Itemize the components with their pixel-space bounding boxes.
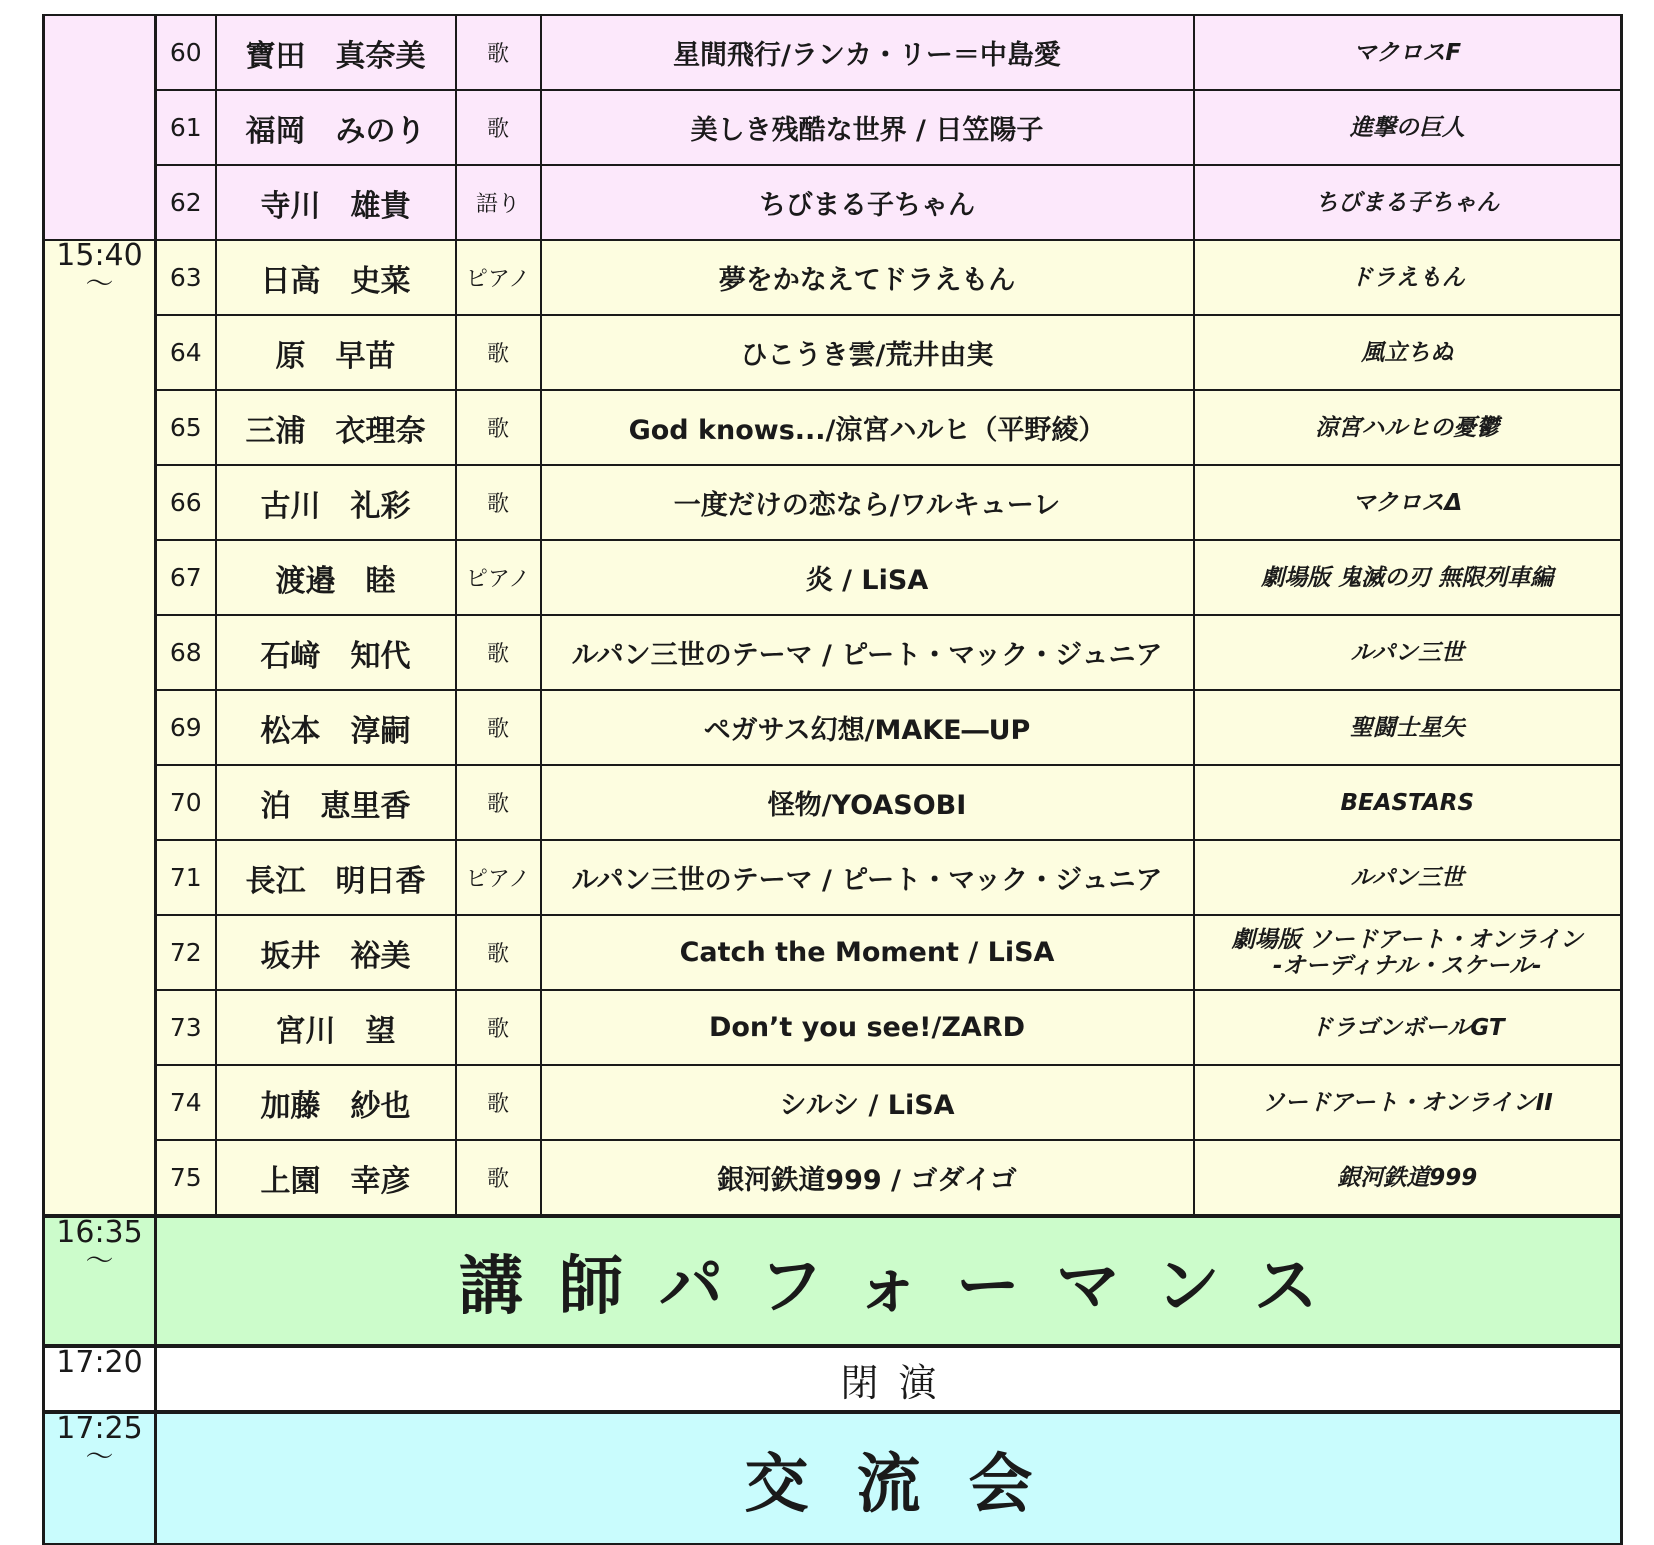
performance-type: 歌 xyxy=(456,1140,541,1216)
source-work xyxy=(1194,240,1622,315)
time-slot xyxy=(44,1346,156,1412)
source-work-line: -オーディナル・スケール- xyxy=(1272,952,1542,979)
source-work xyxy=(1194,840,1622,915)
song-title: 一度だけの恋なら/ワルキューレ xyxy=(541,465,1194,540)
performer-name: 石﨑 知代 xyxy=(216,615,456,690)
song-title: ルパン三世のテーマ / ピート・マック・ジュニア xyxy=(541,615,1194,690)
performance-row xyxy=(44,840,1622,915)
closing-cell xyxy=(156,1346,1622,1412)
performance-type: 歌 xyxy=(456,690,541,765)
performance-number: 61 xyxy=(156,90,216,165)
performance-row xyxy=(44,615,1622,690)
source-work-line: 銀河鉄道999 xyxy=(1337,1164,1478,1191)
source-work-line: 風立ちぬ xyxy=(1361,339,1454,366)
source-work xyxy=(1194,165,1622,240)
performer-name: 福岡 みのり xyxy=(216,90,456,165)
source-work-line: 涼宮ハルヒの憂鬱 xyxy=(1315,414,1500,441)
source-work xyxy=(1194,765,1622,840)
performance-number: 65 xyxy=(156,390,216,465)
time-slot xyxy=(44,1216,156,1346)
performer-name: 長江 明日香 xyxy=(216,840,456,915)
performance-type: ピアノ xyxy=(456,840,541,915)
social-gathering-row xyxy=(44,1412,1622,1544)
source-work xyxy=(1194,615,1622,690)
performance-row xyxy=(44,240,1622,315)
song-title: 星間飛行/ランカ・リー＝中島愛 xyxy=(541,15,1194,90)
time-tilde: ～ xyxy=(85,1244,114,1277)
song-title: 夢をかなえてドラえもん xyxy=(541,240,1194,315)
performance-row xyxy=(44,315,1622,390)
performance-type: 歌 xyxy=(456,465,541,540)
performance-type: 歌 xyxy=(456,390,541,465)
song-title: 銀河鉄道999 / ゴダイゴ xyxy=(541,1140,1194,1216)
performance-row xyxy=(44,1140,1622,1216)
source-work-line: ルパン三世 xyxy=(1350,864,1464,891)
performance-row xyxy=(44,15,1622,90)
program-schedule-table xyxy=(42,14,1623,1545)
song-title: Don’t you see!/ZARD xyxy=(541,990,1194,1065)
performance-row xyxy=(44,990,1622,1065)
performance-number: 60 xyxy=(156,15,216,90)
source-work xyxy=(1194,1140,1622,1216)
time-label: 17:20 xyxy=(56,1346,143,1380)
song-title: 炎 / LiSA xyxy=(541,540,1194,615)
song-title: God knows.../涼宮ハルヒ（平野綾） xyxy=(541,390,1194,465)
performance-row xyxy=(44,540,1622,615)
time-tilde: ～ xyxy=(85,267,114,300)
instructor-performance-row xyxy=(44,1216,1622,1346)
performance-type: 歌 xyxy=(456,615,541,690)
social-gathering-label: 交流会 xyxy=(744,1447,1081,1522)
performance-type: 歌 xyxy=(456,15,541,90)
performance-type: 歌 xyxy=(456,915,541,990)
source-work xyxy=(1194,915,1622,990)
performance-row xyxy=(44,165,1622,240)
performance-row xyxy=(44,690,1622,765)
source-work xyxy=(1194,465,1622,540)
performance-number: 71 xyxy=(156,840,216,915)
source-work xyxy=(1194,390,1622,465)
source-work xyxy=(1194,540,1622,615)
performance-type: 歌 xyxy=(456,315,541,390)
performance-row xyxy=(44,465,1622,540)
performance-number: 67 xyxy=(156,540,216,615)
source-work xyxy=(1194,15,1622,90)
source-work-line: ドラゴンボールGT xyxy=(1309,1014,1505,1041)
performance-number: 75 xyxy=(156,1140,216,1216)
performance-number: 74 xyxy=(156,1065,216,1140)
performance-row xyxy=(44,90,1622,165)
source-work-line: 進撃の巨人 xyxy=(1349,114,1465,141)
performer-name: 松本 淳嗣 xyxy=(216,690,456,765)
performance-type: 歌 xyxy=(456,990,541,1065)
song-title: シルシ / LiSA xyxy=(541,1065,1194,1140)
performer-name: 寶田 真奈美 xyxy=(216,15,456,90)
performance-row xyxy=(44,915,1622,990)
performer-name: 日高 史菜 xyxy=(216,240,456,315)
source-work-line: BEASTARS xyxy=(1340,789,1475,816)
time-label: 15:40 xyxy=(56,240,143,273)
performance-row xyxy=(44,1065,1622,1140)
closing-row xyxy=(44,1346,1622,1412)
performance-number: 62 xyxy=(156,165,216,240)
song-title: ルパン三世のテーマ / ピート・マック・ジュニア xyxy=(541,840,1194,915)
source-work-line: マクロスΔ xyxy=(1352,489,1463,516)
source-work xyxy=(1194,690,1622,765)
source-work-line: 劇場版 ソードアート・オンライン xyxy=(1231,926,1583,953)
song-title: ペガサス幻想/MAKE―UP xyxy=(541,690,1194,765)
song-title: 美しき残酷な世界 / 日笠陽子 xyxy=(541,90,1194,165)
source-work-line: ドラえもん xyxy=(1349,264,1465,291)
song-title: ちびまる子ちゃん xyxy=(541,165,1194,240)
source-work-line: ちびまる子ちゃん xyxy=(1315,189,1500,216)
source-work xyxy=(1194,1065,1622,1140)
performance-row xyxy=(44,765,1622,840)
performer-name: 坂井 裕美 xyxy=(216,915,456,990)
performance-number: 66 xyxy=(156,465,216,540)
closing-label: 閉演 xyxy=(840,1360,957,1405)
source-work-line: 劇場版 鬼滅の刃 無限列車編 xyxy=(1261,564,1554,591)
performer-name: 加藤 紗也 xyxy=(216,1065,456,1140)
song-title: Catch the Moment / LiSA xyxy=(541,915,1194,990)
time-slot xyxy=(44,1412,156,1544)
performer-name: 古川 礼彩 xyxy=(216,465,456,540)
song-title: ひこうき雲/荒井由実 xyxy=(541,315,1194,390)
performance-number: 72 xyxy=(156,915,216,990)
source-work xyxy=(1194,990,1622,1065)
performance-number: 63 xyxy=(156,240,216,315)
performance-type: ピアノ xyxy=(456,540,541,615)
performer-name: 上園 幸彦 xyxy=(216,1140,456,1216)
performer-name: 寺川 雄貴 xyxy=(216,165,456,240)
performance-type: 語り xyxy=(456,165,541,240)
performance-type: 歌 xyxy=(456,90,541,165)
performer-name: 三浦 衣理奈 xyxy=(216,390,456,465)
source-work xyxy=(1194,90,1622,165)
time-slot xyxy=(44,240,156,1216)
performance-type: 歌 xyxy=(456,1065,541,1140)
performance-number: 69 xyxy=(156,690,216,765)
performance-row xyxy=(44,390,1622,465)
song-title: 怪物/YOASOBI xyxy=(541,765,1194,840)
instructor-performance-label: 講師パフォーマンス xyxy=(459,1250,1354,1324)
instructor-performance-cell xyxy=(156,1216,1622,1346)
performer-name: 宮川 望 xyxy=(216,990,456,1065)
time-slot xyxy=(44,15,156,240)
source-work-line: ソードアート・オンラインII xyxy=(1261,1089,1553,1116)
source-work xyxy=(1194,315,1622,390)
time-tilde: ～ xyxy=(85,1440,114,1473)
performance-number: 73 xyxy=(156,990,216,1065)
performance-number: 64 xyxy=(156,315,216,390)
social-gathering-cell xyxy=(156,1412,1622,1544)
performer-name: 泊 恵里香 xyxy=(216,765,456,840)
performer-name: 渡邉 睦 xyxy=(216,540,456,615)
time-label: 17:25 xyxy=(56,1412,143,1446)
source-work-line: マクロスF xyxy=(1353,39,1462,66)
performance-type: 歌 xyxy=(456,765,541,840)
performance-number: 68 xyxy=(156,615,216,690)
performance-number: 70 xyxy=(156,765,216,840)
source-work-line: 聖闘士星矢 xyxy=(1349,714,1465,741)
performance-type: ピアノ xyxy=(456,240,541,315)
performer-name: 原 早苗 xyxy=(216,315,456,390)
source-work-line: ルパン三世 xyxy=(1350,639,1464,666)
time-label: 16:35 xyxy=(56,1216,143,1250)
